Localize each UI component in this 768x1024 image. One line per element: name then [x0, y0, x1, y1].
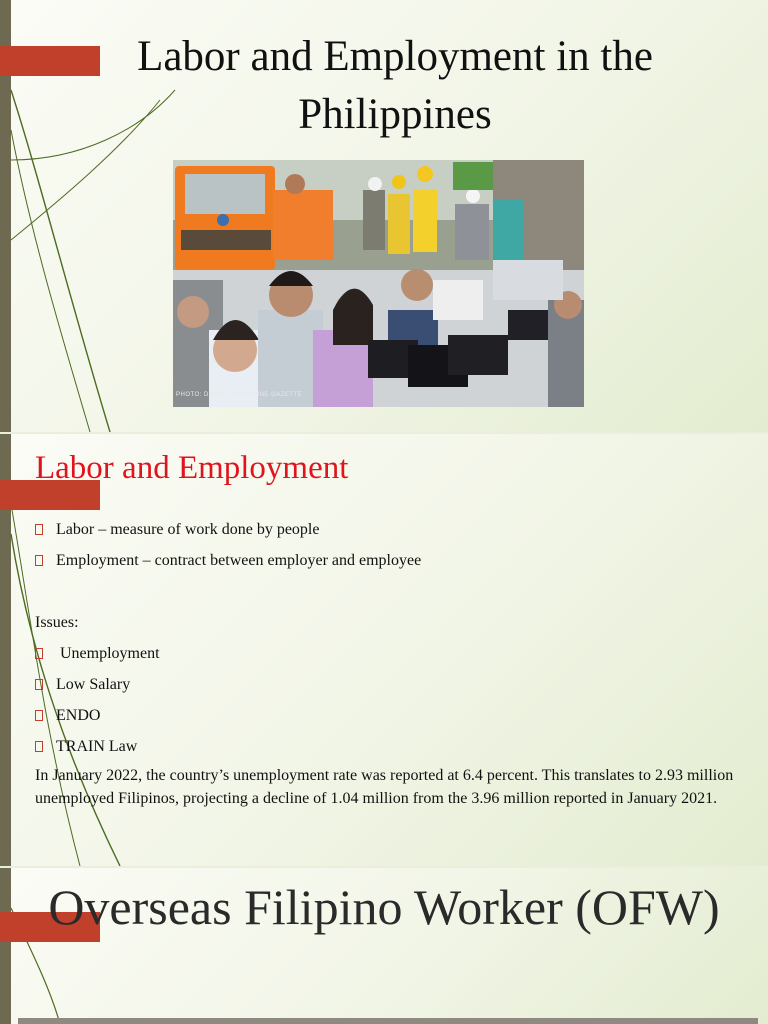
slide-2	[0, 434, 768, 866]
bullet-icon	[35, 710, 43, 721]
bullet-icon	[35, 524, 43, 535]
list-item	[35, 700, 755, 731]
bullet-icon	[35, 555, 43, 566]
bullet-icon	[35, 679, 43, 690]
issues-label: Issues:	[35, 613, 79, 631]
list-item	[35, 638, 755, 669]
list-item	[35, 731, 755, 762]
slide-title: Overseas Filipino Worker (OFW)	[48, 879, 720, 935]
list-item	[35, 545, 755, 576]
bullet-icon	[35, 648, 43, 659]
issue-text: TRAIN Law	[56, 737, 138, 755]
unemployment-paragraph: In January 2022, the country’s unemployment rate was reported at 6.4 percent. This translates to 2.93 million unemployed Filipinos, projecting a decline of 1.04 million from the 3.96 million reported in January 2021.	[35, 767, 734, 807]
definition-text: Employment – contract between employer and employee	[56, 551, 422, 569]
bullet-list	[35, 514, 755, 810]
slide-3	[0, 868, 768, 1024]
slide-title: Labor and Employment in the Philippines	[137, 33, 653, 138]
workers-collage-photo	[173, 160, 584, 407]
slide-1	[0, 0, 768, 432]
photo-watermark: PHOTO: DPWH / PHILIPPINE GAZETTE	[176, 392, 303, 398]
list-item	[35, 669, 755, 700]
definition-text: Labor – measure of work done by people	[56, 520, 320, 538]
issue-text: Unemployment	[56, 644, 160, 662]
issue-text: ENDO	[56, 706, 101, 724]
section-heading: Labor and Employment	[35, 450, 349, 486]
bullet-icon	[35, 741, 43, 752]
issue-text: Low Salary	[56, 675, 131, 693]
photo-strip	[18, 1018, 758, 1024]
left-bar	[0, 868, 11, 1024]
list-item	[35, 514, 755, 545]
